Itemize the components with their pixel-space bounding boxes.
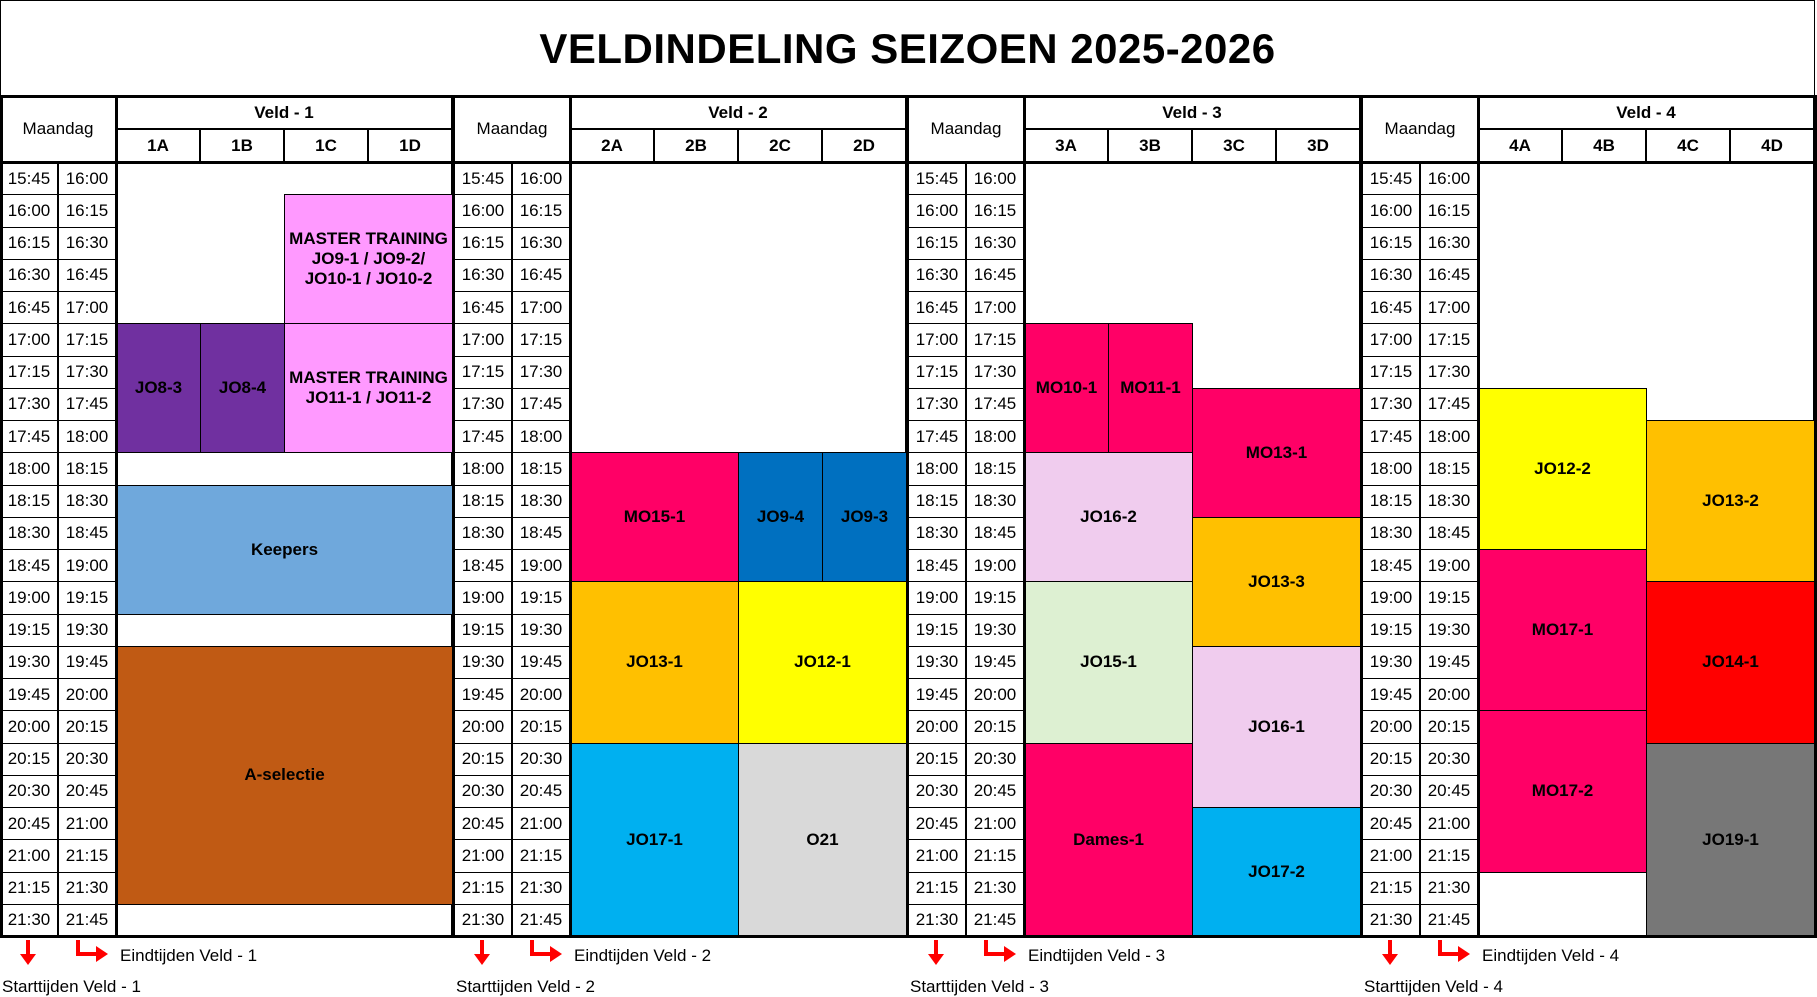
end-time-cell: 20:15 — [1420, 710, 1478, 743]
end-time-cell: 18:15 — [966, 452, 1024, 485]
end-time-cell: 20:30 — [966, 743, 1024, 776]
training-block[interactable]: JO17-2 — [1192, 807, 1361, 937]
start-time-cell: 16:45 — [0, 291, 58, 324]
end-time-cell: 19:45 — [58, 646, 116, 679]
end-time-cell: 19:45 — [512, 646, 570, 679]
training-block[interactable]: MO17-1 — [1478, 549, 1647, 711]
start-time-cell: 17:00 — [454, 323, 512, 356]
arrow-icons — [908, 938, 1028, 970]
start-times-label: Starttijden Veld - 3 — [910, 977, 1049, 996]
start-time-cell: 21:00 — [908, 839, 966, 872]
end-time-cell: 16:15 — [1420, 194, 1478, 227]
start-time-cell: 20:30 — [454, 775, 512, 808]
end-time-cell: 20:45 — [1420, 775, 1478, 808]
end-time-cell: 21:00 — [966, 807, 1024, 840]
training-block[interactable]: Keepers — [116, 485, 453, 615]
start-time-cell: 20:00 — [1362, 710, 1420, 743]
start-time-cell: 16:30 — [1362, 259, 1420, 292]
training-block[interactable]: MO11-1 — [1108, 323, 1193, 453]
subfield-header: 4B — [1562, 129, 1646, 162]
start-time-cell: 16:30 — [0, 259, 58, 292]
subfield-header: 3C — [1192, 129, 1276, 162]
day-header: Maandag — [454, 96, 570, 162]
start-time-cell: 20:30 — [0, 775, 58, 808]
end-time-cell: 19:00 — [966, 549, 1024, 582]
outer-border — [0, 96, 3, 938]
end-time-cell: 17:45 — [966, 388, 1024, 421]
start-time-cell: 19:00 — [908, 581, 966, 614]
start-time-cell: 17:30 — [0, 388, 58, 421]
end-time-cell: 20:30 — [1420, 743, 1478, 776]
start-time-cell: 21:15 — [908, 872, 966, 905]
time-divider — [569, 96, 572, 938]
end-time-cell: 20:00 — [1420, 678, 1478, 711]
start-time-cell: 20:30 — [1362, 775, 1420, 808]
field-header: Veld - 1 — [116, 96, 452, 129]
end-time-cell: 18:00 — [966, 420, 1024, 453]
end-time-cell: 19:15 — [58, 581, 116, 614]
start-time-cell: 21:15 — [454, 872, 512, 905]
training-block[interactable]: MO15-1 — [570, 452, 739, 582]
arrow-icons — [1362, 938, 1482, 970]
start-time-cell: 21:00 — [0, 839, 58, 872]
end-time-cell: 20:00 — [512, 678, 570, 711]
start-time-cell: 16:00 — [454, 194, 512, 227]
start-time-cell: 20:15 — [454, 743, 512, 776]
day-header: Maandag — [0, 96, 116, 162]
training-block[interactable]: A-selectie — [116, 646, 453, 905]
end-time-cell: 18:15 — [58, 452, 116, 485]
start-time-cell: 18:15 — [1362, 485, 1420, 518]
end-time-cell: 17:45 — [512, 388, 570, 421]
end-time-cell: 21:30 — [1420, 872, 1478, 905]
end-time-cell: 21:30 — [512, 872, 570, 905]
start-time-cell: 15:45 — [454, 162, 512, 195]
end-time-cell: 16:15 — [58, 194, 116, 227]
start-time-cell: 19:45 — [0, 678, 58, 711]
end-times-label: Eindtijden Veld - 1 — [120, 946, 258, 965]
end-time-cell: 16:45 — [512, 259, 570, 292]
start-time-cell: 19:45 — [1362, 678, 1420, 711]
end-time-cell: 16:45 — [1420, 259, 1478, 292]
start-time-cell: 19:30 — [454, 646, 512, 679]
end-time-cell: 20:30 — [512, 743, 570, 776]
end-time-cell: 21:00 — [1420, 807, 1478, 840]
training-block[interactable]: JO19-1 — [1646, 743, 1815, 938]
down-arrow-icon — [20, 940, 36, 965]
end-time-cell: 19:45 — [966, 646, 1024, 679]
training-block[interactable]: MASTER TRAINING JO11-1 / JO11-2 — [284, 323, 453, 453]
training-block[interactable]: JO15-1 — [1024, 581, 1193, 743]
end-time-cell: 20:45 — [58, 775, 116, 808]
end-time-cell: 16:45 — [58, 259, 116, 292]
end-time-cell: 17:00 — [58, 291, 116, 324]
field-header: Veld - 4 — [1478, 96, 1814, 129]
end-time-cell: 18:15 — [1420, 452, 1478, 485]
training-block[interactable]: JO9-4 — [738, 452, 823, 582]
end-time-cell: 18:30 — [58, 485, 116, 518]
start-time-cell: 16:00 — [908, 194, 966, 227]
end-time-cell: 16:00 — [966, 162, 1024, 195]
start-time-cell: 19:30 — [1362, 646, 1420, 679]
end-time-cell: 17:30 — [58, 356, 116, 389]
end-time-cell: 21:15 — [966, 839, 1024, 872]
end-time-cell: 16:15 — [512, 194, 570, 227]
start-time-cell: 20:15 — [0, 743, 58, 776]
end-time-cell: 21:30 — [58, 872, 116, 905]
start-time-cell: 17:15 — [908, 356, 966, 389]
end-time-cell: 17:00 — [512, 291, 570, 324]
subfield-header: 1C — [284, 129, 368, 162]
subfield-header: 4A — [1478, 129, 1562, 162]
start-time-cell: 18:00 — [454, 452, 512, 485]
end-times-label: Eindtijden Veld - 4 — [1482, 946, 1620, 965]
end-time-cell: 17:00 — [1420, 291, 1478, 324]
start-time-cell: 20:00 — [908, 710, 966, 743]
time-divider — [1023, 96, 1026, 938]
end-time-cell: 21:15 — [512, 839, 570, 872]
right-arrow-icon — [76, 940, 108, 962]
start-time-cell: 17:45 — [0, 420, 58, 453]
training-block[interactable]: JO8-3 — [116, 323, 201, 453]
start-time-cell: 16:45 — [454, 291, 512, 324]
start-time-cell: 21:30 — [454, 904, 512, 937]
subfield-header: 2A — [570, 129, 654, 162]
end-time-cell: 17:00 — [966, 291, 1024, 324]
subfield-header: 1B — [200, 129, 284, 162]
end-time-cell: 18:45 — [58, 517, 116, 550]
end-time-cell: 21:00 — [58, 807, 116, 840]
field-header: Veld - 3 — [1024, 96, 1360, 129]
start-time-cell: 19:00 — [454, 581, 512, 614]
end-time-cell: 20:15 — [512, 710, 570, 743]
end-time-cell: 21:45 — [966, 904, 1024, 937]
start-time-cell: 21:00 — [454, 839, 512, 872]
end-time-cell: 17:15 — [512, 323, 570, 356]
end-time-cell: 18:30 — [512, 485, 570, 518]
end-time-cell: 19:15 — [1420, 581, 1478, 614]
end-time-cell: 18:30 — [966, 485, 1024, 518]
time-divider — [115, 96, 118, 938]
horizontal-divider — [0, 95, 1817, 98]
start-time-cell: 17:30 — [454, 388, 512, 421]
start-time-cell: 17:45 — [454, 420, 512, 453]
start-time-cell: 17:00 — [1362, 323, 1420, 356]
start-time-cell: 16:15 — [908, 227, 966, 260]
start-time-cell: 21:30 — [908, 904, 966, 937]
start-time-cell: 16:45 — [908, 291, 966, 324]
end-time-cell: 18:00 — [58, 420, 116, 453]
training-block[interactable]: JO13-3 — [1192, 517, 1361, 647]
start-time-cell: 21:00 — [1362, 839, 1420, 872]
end-time-cell: 16:45 — [966, 259, 1024, 292]
training-block[interactable]: JO16-1 — [1192, 646, 1361, 808]
end-times-label: Eindtijden Veld - 3 — [1028, 946, 1166, 965]
arrow-icons — [454, 938, 574, 970]
right-arrow-icon — [530, 940, 562, 962]
training-block[interactable]: MASTER TRAINING JO9-1 / JO9-2/ JO10-1 / JO10-2 — [284, 194, 453, 324]
end-time-cell: 19:00 — [58, 549, 116, 582]
end-time-cell: 17:15 — [1420, 323, 1478, 356]
end-time-cell: 19:00 — [512, 549, 570, 582]
start-time-cell: 16:30 — [908, 259, 966, 292]
start-time-cell: 19:15 — [1362, 614, 1420, 647]
start-time-cell: 17:45 — [908, 420, 966, 453]
end-time-cell: 20:45 — [966, 775, 1024, 808]
start-time-cell: 18:30 — [454, 517, 512, 550]
day-header: Maandag — [908, 96, 1024, 162]
end-time-cell: 17:15 — [966, 323, 1024, 356]
end-time-cell: 19:15 — [966, 581, 1024, 614]
horizontal-divider — [0, 935, 1817, 938]
start-time-cell: 19:45 — [908, 678, 966, 711]
end-time-cell: 21:00 — [512, 807, 570, 840]
start-time-cell: 20:45 — [454, 807, 512, 840]
subfield-header: 2D — [822, 129, 906, 162]
start-time-cell: 20:45 — [0, 807, 58, 840]
right-arrow-icon — [1438, 940, 1470, 962]
start-time-cell: 19:00 — [0, 581, 58, 614]
page-title: VELDINDELING SEIZOEN 2025-2026 — [539, 24, 1276, 72]
end-time-cell: 20:45 — [512, 775, 570, 808]
start-time-cell: 18:45 — [908, 549, 966, 582]
start-time-cell: 20:30 — [908, 775, 966, 808]
start-time-cell: 17:15 — [1362, 356, 1420, 389]
subfield-header: 3B — [1108, 129, 1192, 162]
end-time-cell: 19:30 — [512, 614, 570, 647]
end-time-cell: 18:15 — [512, 452, 570, 485]
start-time-cell: 19:45 — [454, 678, 512, 711]
arrow-icons — [0, 938, 120, 970]
start-time-cell: 20:45 — [1362, 807, 1420, 840]
end-time-cell: 18:45 — [512, 517, 570, 550]
start-time-cell: 21:15 — [1362, 872, 1420, 905]
start-time-cell: 16:30 — [454, 259, 512, 292]
subfield-header: 3D — [1276, 129, 1360, 162]
training-block[interactable]: JO8-4 — [200, 323, 285, 453]
end-time-cell: 17:30 — [1420, 356, 1478, 389]
end-time-cell: 16:15 — [966, 194, 1024, 227]
end-times-label: Eindtijden Veld - 2 — [574, 946, 712, 965]
start-time-cell: 17:15 — [0, 356, 58, 389]
end-time-cell: 18:45 — [966, 517, 1024, 550]
start-time-cell: 18:15 — [0, 485, 58, 518]
start-time-cell: 18:45 — [1362, 549, 1420, 582]
start-time-cell: 15:45 — [908, 162, 966, 195]
end-time-cell: 16:00 — [512, 162, 570, 195]
start-time-cell: 19:15 — [0, 614, 58, 647]
end-time-cell: 16:30 — [58, 227, 116, 260]
start-time-cell: 16:15 — [454, 227, 512, 260]
training-block[interactable]: MO17-2 — [1478, 710, 1647, 872]
subfield-header: 2C — [738, 129, 822, 162]
end-time-cell: 18:30 — [1420, 485, 1478, 518]
end-time-cell: 17:45 — [58, 388, 116, 421]
start-time-cell: 15:45 — [1362, 162, 1420, 195]
end-time-cell: 19:30 — [1420, 614, 1478, 647]
start-time-cell: 18:00 — [1362, 452, 1420, 485]
start-time-cell: 19:30 — [0, 646, 58, 679]
start-time-cell: 17:30 — [1362, 388, 1420, 421]
end-time-cell: 18:00 — [512, 420, 570, 453]
subfield-header: 4C — [1646, 129, 1730, 162]
end-time-cell: 20:30 — [58, 743, 116, 776]
end-time-cell: 20:15 — [58, 710, 116, 743]
subfield-header: 1A — [116, 129, 200, 162]
start-time-cell: 18:15 — [908, 485, 966, 518]
start-time-cell: 21:30 — [1362, 904, 1420, 937]
start-time-cell: 18:00 — [0, 452, 58, 485]
training-block[interactable]: Dames-1 — [1024, 743, 1193, 938]
end-time-cell: 21:30 — [966, 872, 1024, 905]
start-time-cell: 17:45 — [1362, 420, 1420, 453]
start-time-cell: 18:30 — [908, 517, 966, 550]
end-time-cell: 21:45 — [512, 904, 570, 937]
training-block[interactable]: JO13-2 — [1646, 420, 1815, 582]
end-time-cell: 21:15 — [58, 839, 116, 872]
subfield-header: 2B — [654, 129, 738, 162]
start-times-label: Starttijden Veld - 2 — [456, 977, 595, 996]
end-time-cell: 16:30 — [966, 227, 1024, 260]
start-time-cell: 19:30 — [908, 646, 966, 679]
down-arrow-icon — [474, 940, 490, 965]
start-time-cell: 20:15 — [908, 743, 966, 776]
start-time-cell: 16:15 — [1362, 227, 1420, 260]
start-time-cell: 18:30 — [1362, 517, 1420, 550]
end-time-cell: 16:00 — [1420, 162, 1478, 195]
down-arrow-icon — [1382, 940, 1398, 965]
start-time-cell: 17:00 — [908, 323, 966, 356]
subfield-header: 3A — [1024, 129, 1108, 162]
start-time-cell: 20:15 — [1362, 743, 1420, 776]
end-time-cell: 19:30 — [966, 614, 1024, 647]
end-time-cell: 19:30 — [58, 614, 116, 647]
end-time-cell: 17:30 — [512, 356, 570, 389]
end-time-cell: 19:15 — [512, 581, 570, 614]
end-time-cell: 20:15 — [966, 710, 1024, 743]
start-time-cell: 17:15 — [454, 356, 512, 389]
start-time-cell: 16:00 — [0, 194, 58, 227]
end-time-cell: 17:45 — [1420, 388, 1478, 421]
down-arrow-icon — [928, 940, 944, 965]
training-block[interactable]: JO16-2 — [1024, 452, 1193, 582]
day-header: Maandag — [1362, 96, 1478, 162]
training-block[interactable]: JO14-1 — [1646, 581, 1815, 743]
end-time-cell: 16:00 — [58, 162, 116, 195]
end-time-cell: 17:30 — [966, 356, 1024, 389]
start-time-cell: 21:30 — [0, 904, 58, 937]
end-time-cell: 19:00 — [1420, 549, 1478, 582]
end-time-cell: 21:45 — [58, 904, 116, 937]
subfield-header: 4D — [1730, 129, 1814, 162]
start-time-cell: 17:30 — [908, 388, 966, 421]
training-block[interactable]: JO12-2 — [1478, 388, 1647, 550]
end-time-cell: 16:30 — [1420, 227, 1478, 260]
start-time-cell: 16:00 — [1362, 194, 1420, 227]
start-time-cell: 16:45 — [1362, 291, 1420, 324]
start-time-cell: 19:15 — [454, 614, 512, 647]
training-block[interactable]: JO13-1 — [570, 581, 739, 743]
start-time-cell: 20:00 — [454, 710, 512, 743]
training-block[interactable]: JO12-1 — [738, 581, 907, 743]
start-time-cell: 20:00 — [0, 710, 58, 743]
start-time-cell: 18:00 — [908, 452, 966, 485]
start-time-cell: 18:45 — [454, 549, 512, 582]
training-block[interactable]: MO13-1 — [1192, 388, 1361, 518]
start-times-label: Starttijden Veld - 1 — [2, 977, 141, 996]
start-time-cell: 19:00 — [1362, 581, 1420, 614]
end-time-cell: 17:15 — [58, 323, 116, 356]
start-time-cell: 18:15 — [454, 485, 512, 518]
training-block[interactable]: JO9-3 — [822, 452, 907, 582]
training-block[interactable]: JO17-1 — [570, 743, 739, 938]
start-time-cell: 16:15 — [0, 227, 58, 260]
training-block[interactable]: O21 — [738, 743, 907, 938]
end-time-cell: 18:45 — [1420, 517, 1478, 550]
field-header: Veld - 2 — [570, 96, 906, 129]
start-time-cell: 21:15 — [0, 872, 58, 905]
end-time-cell: 19:45 — [1420, 646, 1478, 679]
start-time-cell: 20:45 — [908, 807, 966, 840]
end-time-cell: 20:00 — [966, 678, 1024, 711]
start-times-label: Starttijden Veld - 4 — [1364, 977, 1503, 996]
start-time-cell: 18:45 — [0, 549, 58, 582]
start-time-cell: 17:00 — [0, 323, 58, 356]
start-time-cell: 18:30 — [0, 517, 58, 550]
time-divider — [1477, 96, 1480, 938]
horizontal-divider — [0, 161, 1817, 164]
end-time-cell: 21:45 — [1420, 904, 1478, 937]
end-time-cell: 16:30 — [512, 227, 570, 260]
right-arrow-icon — [984, 940, 1016, 962]
end-time-cell: 21:15 — [1420, 839, 1478, 872]
end-time-cell: 18:00 — [1420, 420, 1478, 453]
training-block[interactable]: MO10-1 — [1024, 323, 1109, 453]
end-time-cell: 20:00 — [58, 678, 116, 711]
start-time-cell: 15:45 — [0, 162, 58, 195]
start-time-cell: 19:15 — [908, 614, 966, 647]
subfield-header: 1D — [368, 129, 452, 162]
